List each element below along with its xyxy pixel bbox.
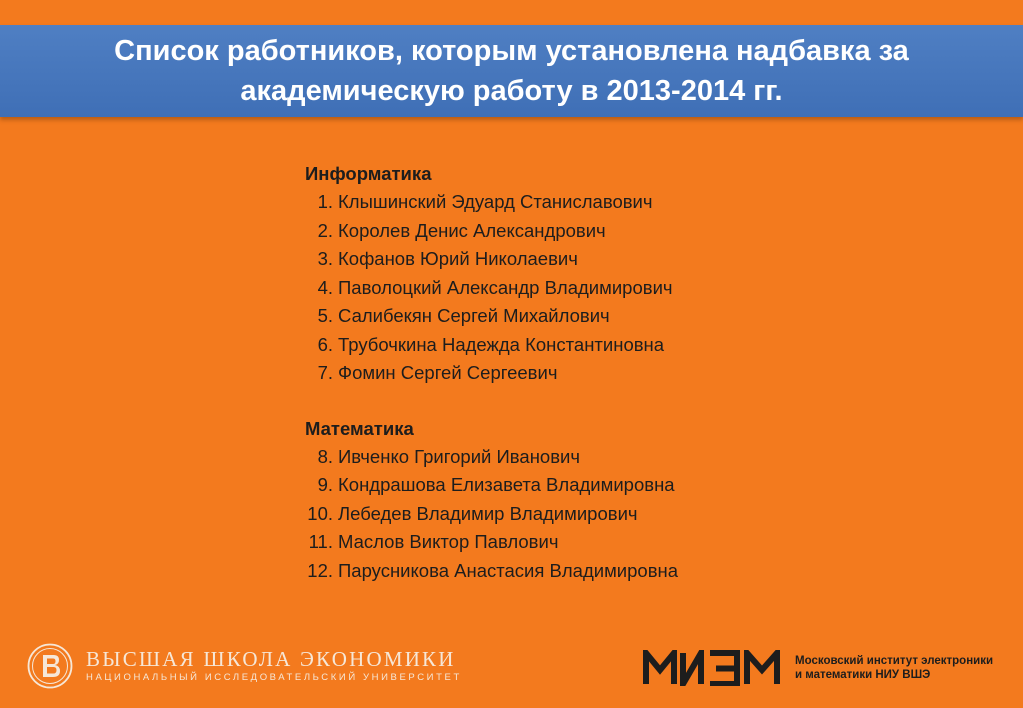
list-item	[305, 302, 865, 331]
list-item	[305, 188, 865, 217]
item-number: 4.	[317, 276, 333, 298]
item-name: Лебедев Владимир Владимирович	[338, 502, 638, 524]
list-item	[305, 500, 865, 529]
title-banner	[0, 25, 1023, 117]
hse-name: ВЫСШАЯ ШКОЛА ЭКОНОМИКИ	[86, 647, 456, 671]
item-name: Паволоцкий Александр Владимирович	[338, 276, 673, 298]
item-number: 11.	[308, 531, 333, 552]
item-name: Фомин Сергей Сергеевич	[338, 362, 558, 383]
hse-emblem-icon	[26, 642, 74, 690]
item-number: 10.	[307, 502, 333, 524]
page-title-line-2: академическую работу в 2013-2014 гг.	[240, 75, 783, 107]
item-number: 5.	[317, 305, 333, 326]
item-number: 3.	[317, 248, 333, 269]
item-name: Ивченко Григорий Иванович	[338, 445, 581, 467]
list-item	[305, 331, 865, 360]
page-title-line-1: Список работников, которым установлена надбавка за	[114, 35, 909, 67]
hse-subtitle: НАЦИОНАЛЬНЫЙ ИССЛЕДОВАТЕЛЬСКИЙ УНИВЕРСИТЕТ	[86, 672, 462, 683]
item-name: Трубочкина Надежда Константиновна	[338, 333, 665, 355]
item-name: Кофанов Юрий Николаевич	[338, 248, 578, 269]
miem-footer	[643, 650, 993, 686]
item-name: Маслов Виктор Павлович	[338, 531, 559, 552]
item-number: 1.	[317, 191, 333, 212]
list-item	[305, 217, 865, 246]
section-title-informatics: Информатика	[305, 163, 432, 184]
section-title-mathematics: Математика	[305, 417, 414, 439]
item-number: 12.	[307, 559, 333, 581]
list-item	[305, 557, 865, 586]
section-spacer	[305, 388, 865, 415]
list-item	[305, 274, 865, 303]
list-item	[305, 245, 865, 274]
item-number: 6.	[317, 333, 333, 355]
list-item	[305, 528, 865, 557]
list-item	[305, 443, 865, 472]
miem-line-2: и математики НИУ ВШЭ	[795, 669, 931, 681]
item-name: Салибекян Сергей Михайлович	[338, 305, 610, 326]
item-name: Парусникова Анастасия Владимировна	[338, 559, 679, 581]
list-item	[305, 359, 865, 388]
item-number: 9.	[317, 474, 333, 495]
hse-footer	[26, 642, 462, 690]
miem-logo	[643, 650, 781, 686]
item-name: Кондрашова Елизавета Владимировна	[338, 474, 675, 495]
miem-line-1: Московский институт электроники	[795, 655, 994, 667]
item-number: 7.	[317, 362, 333, 383]
item-name: Клышинский Эдуард Станиславович	[338, 191, 653, 212]
item-number: 8.	[317, 445, 333, 467]
list-item	[305, 471, 865, 500]
employee-list	[305, 160, 865, 585]
item-name: Королев Денис Александрович	[338, 219, 606, 241]
item-number: 2.	[317, 219, 333, 241]
